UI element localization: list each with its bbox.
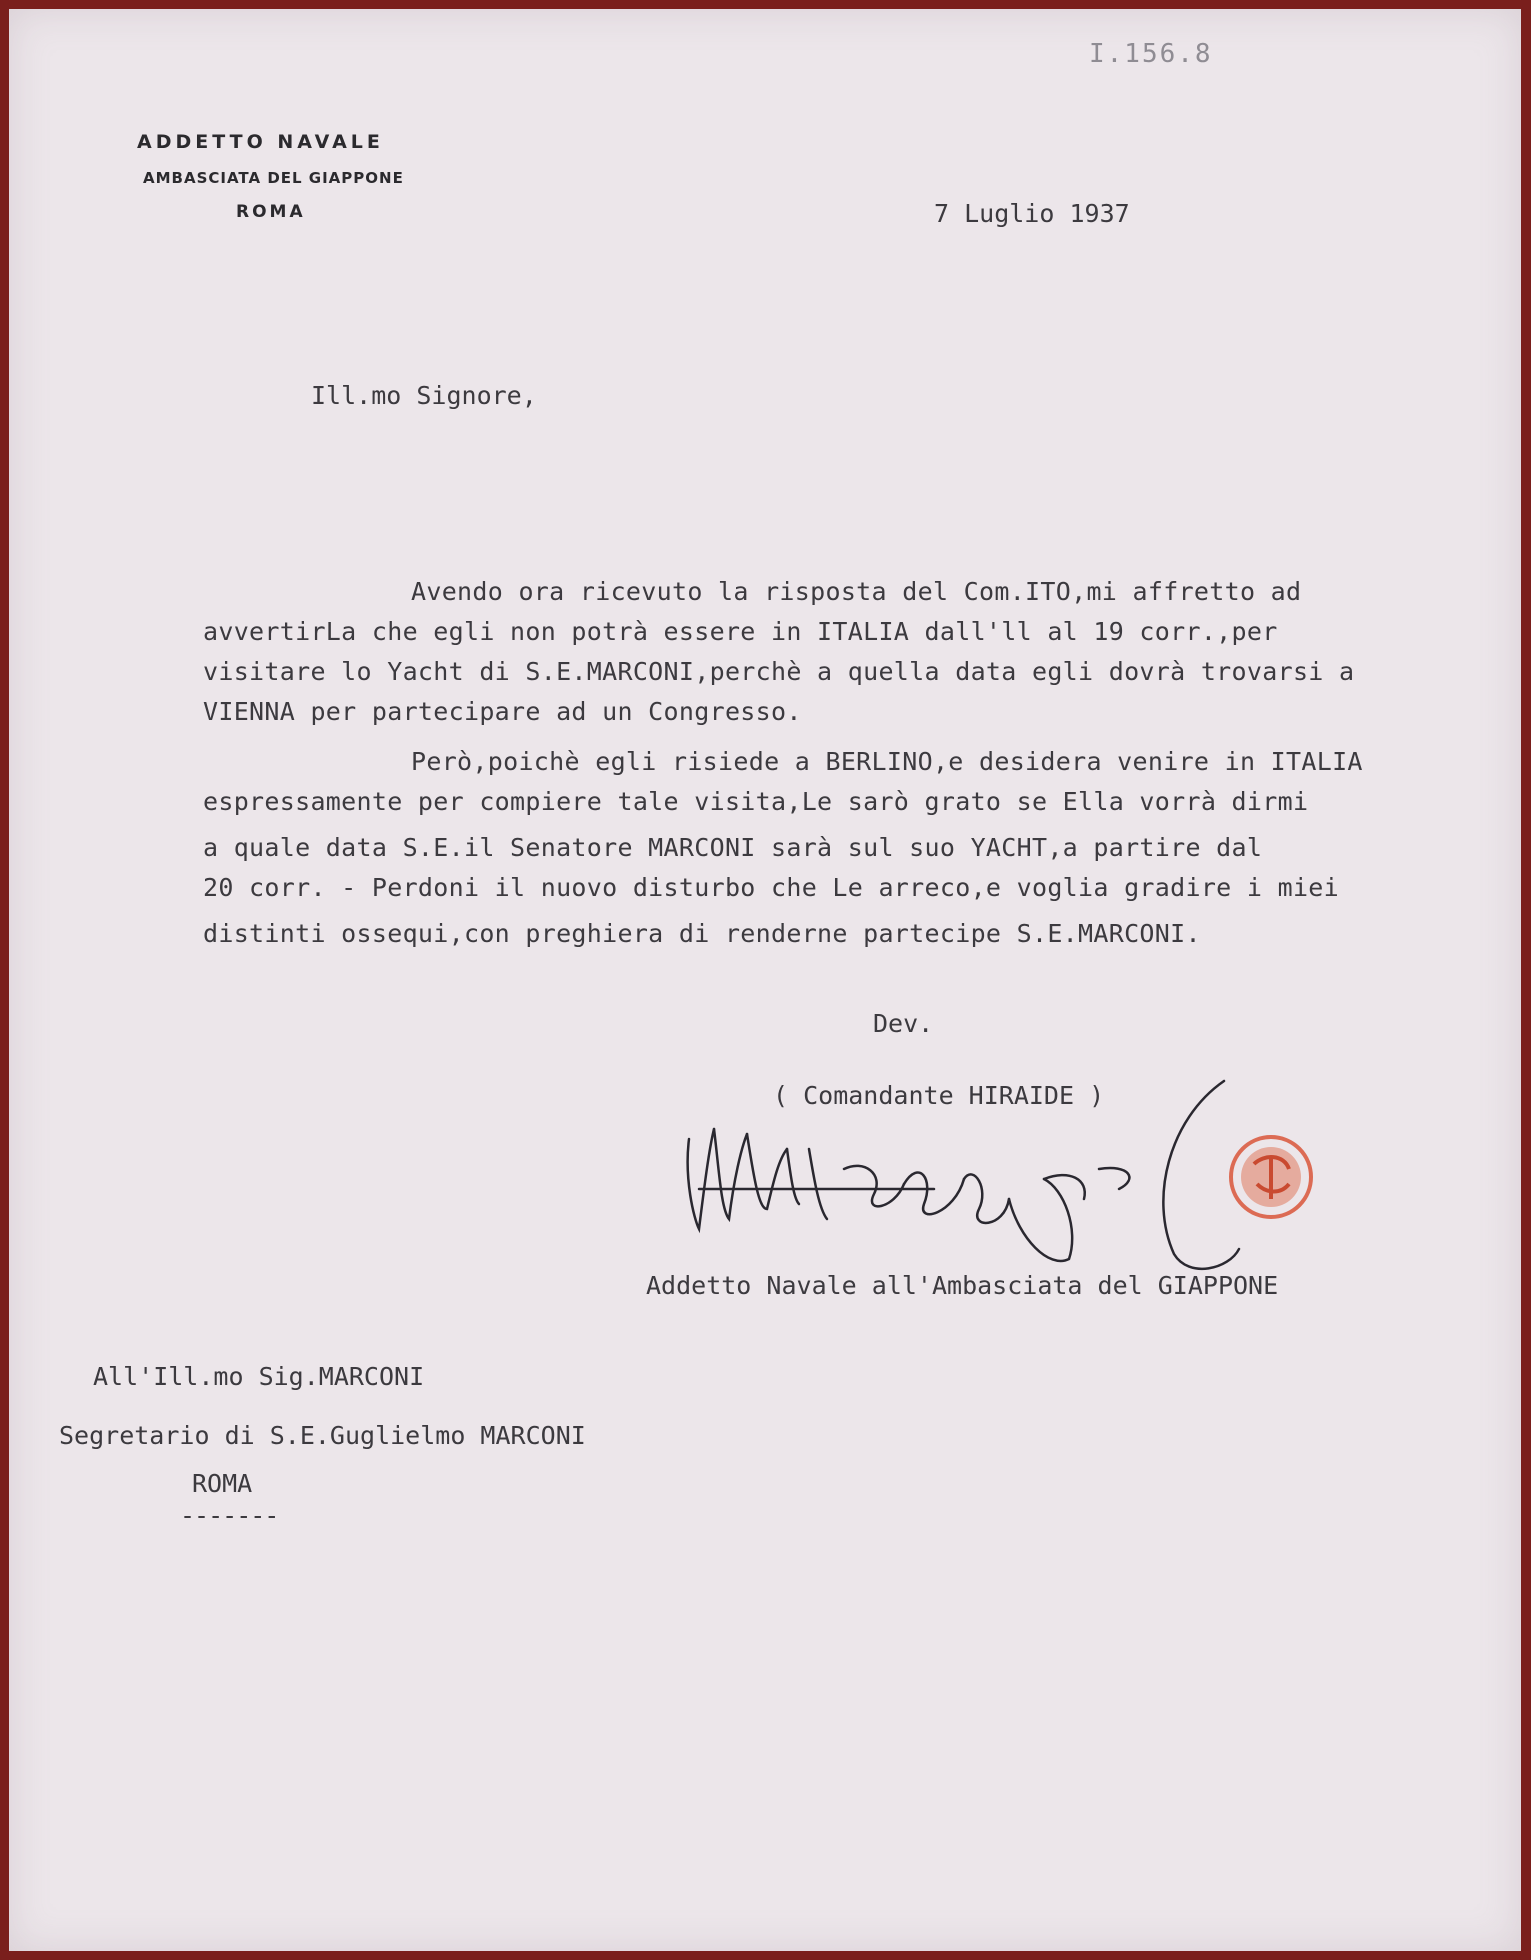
closing: Dev. xyxy=(873,1009,934,1038)
body-line-9: distinti ossequi,con preghiera di renderne partecipe S.E.MARCONI. xyxy=(203,919,1201,948)
archive-reference: I.156.8 xyxy=(1089,39,1213,69)
letterhead-embassy: AMBASCIATA DEL GIAPPONE xyxy=(143,169,404,187)
letter-date: 7 Luglio 1937 xyxy=(934,199,1130,228)
body-line-3: visitare lo Yacht di S.E.MARCONI,perchè a quella data egli dovrà trovarsi a xyxy=(203,657,1355,686)
body-line-4: VIENNA per partecipare ad un Congresso. xyxy=(203,697,802,726)
signatory-name: ( Comandante HIRAIDE ) xyxy=(773,1081,1105,1110)
body-line-1: Avendo ora ricevuto la risposta del Com.ITO,mi affretto ad xyxy=(411,577,1302,606)
signatory-title: Addetto Navale all'Ambasciata del GIAPPONE xyxy=(646,1271,1279,1300)
letter-sheet xyxy=(9,9,1521,1951)
salutation: Ill.mo Signore, xyxy=(311,381,537,410)
signature-with-seal xyxy=(669,1079,1319,1279)
body-line-5: Però,poichè egli risiede a BERLINO,e desidera venire in ITALIA xyxy=(411,747,1363,776)
letterhead-title: ADDETTO NAVALE xyxy=(137,131,384,153)
body-line-2: avvertirLa che egli non potrà essere in ITALIA dall'll al 19 corr.,per xyxy=(203,617,1278,646)
recipient-name: All'Ill.mo Sig.MARCONI xyxy=(93,1362,425,1391)
body-line-6: espressamente per compiere tale visita,Le sarò grato se Ella vorrà dirmi xyxy=(203,787,1309,816)
address-underline: ------- xyxy=(180,1501,279,1530)
letterhead-city: ROMA xyxy=(236,202,306,222)
recipient-city: ROMA xyxy=(192,1469,253,1498)
body-line-7: a quale data S.E.il Senatore MARCONI sarà sul suo YACHT,a partire dal xyxy=(203,833,1263,862)
recipient-role: Segretario di S.E.Guglielmo MARCONI xyxy=(59,1421,586,1450)
body-line-8: 20 corr. - Perdoni il nuovo disturbo che Le arreco,e voglia gradire i miei xyxy=(203,873,1339,902)
